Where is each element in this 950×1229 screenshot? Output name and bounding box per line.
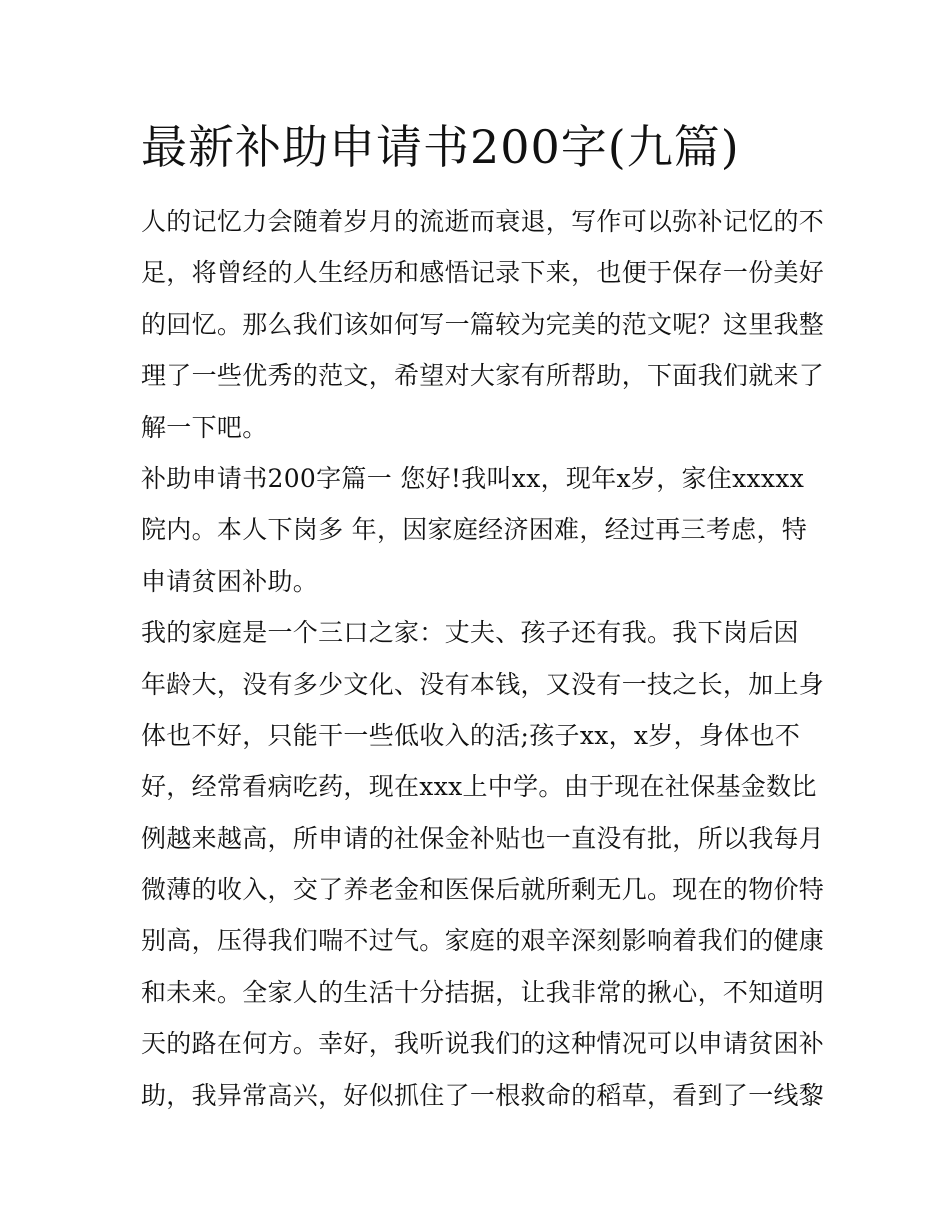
body-line: 解一下吧。 xyxy=(141,412,268,442)
body-line: 补助申请书200字篇一 您好!我叫xx，现年x岁，家住xxxxx xyxy=(141,463,805,493)
body-line: 天的路在何方。幸好，我听说我们的这种情况可以申请贫困补 xyxy=(141,1029,825,1059)
body-line: 人的记忆力会随着岁月的流逝而衰退，写作可以弥补记忆的不 xyxy=(141,207,825,236)
document-title: 最新补助申请书200字(九篇) xyxy=(141,120,740,174)
body-line: 年龄大，没有多少文化、没有本钱，又没有一技之长，加上身 xyxy=(141,669,825,699)
body-line: 我的家庭是一个三口之家：丈夫、孩子还有我。我下岗后因 xyxy=(141,618,799,648)
body-line: 例越来越高，所申请的社保金补贴也一直没有批，所以我每月 xyxy=(141,823,825,853)
body-line: 的回忆。那么我们该如何写一篇较为完美的范文呢？这里我整 xyxy=(141,309,825,339)
body-line: 好，经常看病吃药，现在xxx上中学。由于现在社保基金数比 xyxy=(141,772,817,802)
body-line: 微薄的收入，交了养老金和医保后就所剩无几。现在的物价特 xyxy=(141,875,825,905)
body-line: 足，将曾经的人生经历和感悟记录下来，也便于保存一份美好 xyxy=(141,258,825,288)
body-line: 理了一些优秀的范文，希望对大家有所帮助，下面我们就来了 xyxy=(141,361,825,391)
body-line: 助，我异常高兴，好似抓住了一根救命的稻草，看到了一线黎 xyxy=(141,1080,825,1110)
document-body xyxy=(141,196,825,1121)
body-line: 体也不好，只能干一些低收入的活;孩子xx，x岁，身体也不 xyxy=(141,720,801,750)
body-line: 申请贫困补助。 xyxy=(141,566,319,596)
body-line: 别高，压得我们喘不过气。家庭的艰辛深刻影响着我们的健康 xyxy=(141,926,825,956)
body-line: 院内。本人下岗多 年，因家庭经济困难，经过再三考虑，特 xyxy=(141,515,808,545)
body-line: 和未来。全家人的生活十分拮据，让我非常的揪心，不知道明 xyxy=(141,977,825,1007)
